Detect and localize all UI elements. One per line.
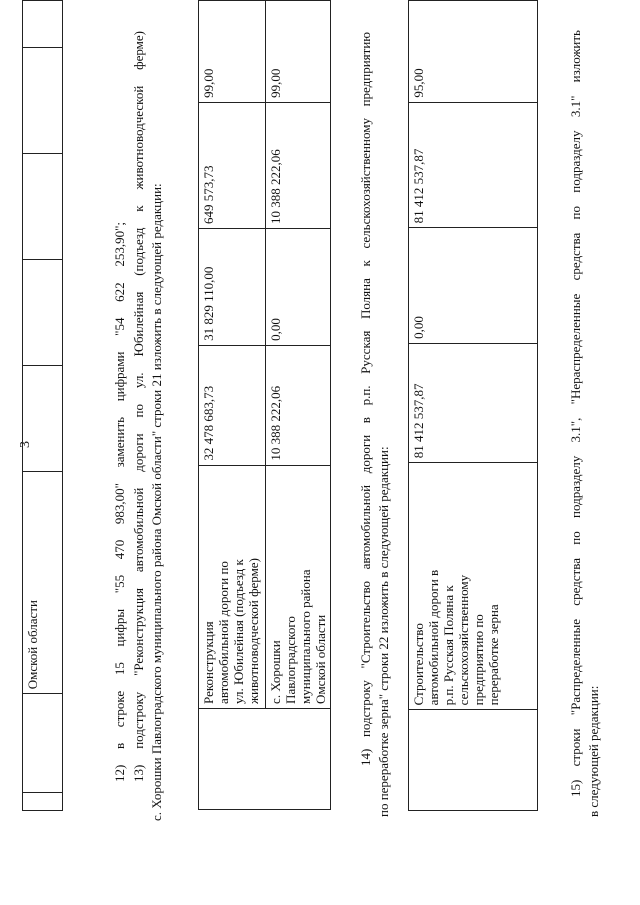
table-row [199,1,331,810]
table-row [409,1,538,811]
table-cell-region: Омской области [23,472,63,694]
table-cell [23,694,63,792]
table-cell [23,47,63,153]
name-line: животноводческой ферме) [246,558,261,704]
name-line: р.п. Русская Поляна к [441,585,456,706]
object-name-text [201,470,261,704]
table-reconstruction-road [198,0,331,810]
name-line: автомобильной дороги в [426,569,441,706]
paragraph-item-14-line2: по переработке зерна" строки 22 изложить в следующей редакции: [376,446,391,817]
table-cell-empty [199,708,331,809]
paragraph-item-15-line1: 15) строки "Распределенные средства по подразделу 3.1", "Нераспределенные средства по подразделу 3.1" изложить [568,30,583,797]
table-cell-percent [199,1,331,103]
table-cell-percent: 95,00 [409,1,538,103]
percent-sub: 99,00 [265,1,283,102]
page-number: 3 [18,441,33,448]
table-cell-amount: 81 412 537,87 [409,343,538,462]
name-line: муниципального района [298,569,313,704]
paragraph-item-13-line2: с. Хорошки Павлоградского муниципального района Омской области" строки 21 изложить в следующей редакции: [149,183,164,821]
table-cell [23,792,63,810]
table-construction-road [408,0,538,811]
table-cell-object-name [199,465,331,708]
amount-sub: 10 388 222,06 [265,103,283,228]
table-cell-amount: 0,00 [409,228,538,343]
table-cell [23,153,63,259]
table-cell-amount: 81 412 537,87 [409,102,538,228]
table-cell-empty [409,710,538,811]
amount-total: 649 573,73 [201,165,216,224]
paragraph-item-14-line1: 14) подстроку "Строительство автомобильной дороги в р.п. Русская Поляна к сельскохозяйственному предприятию [358,32,373,766]
name-line: Павлоградского [283,616,298,704]
amount-sub: 0,00 [265,229,283,345]
object-sub-name-text [265,466,328,708]
name-line: Омской области [313,614,328,704]
name-line: предприятию по [471,614,486,706]
object-name-text [411,467,501,705]
table-cell [23,259,63,365]
amount-total: 32 478 683,73 [201,385,216,461]
table-cell-amount [199,228,331,345]
table-cell-object-name [409,463,538,710]
name-line: автомобильной дороги по [216,561,231,704]
table-cell-amount [199,102,331,228]
amount-sub: 10 388 222,06 [265,346,283,465]
table-row [23,1,63,811]
table-fragment-top [22,0,63,811]
percent-total: 99,00 [201,68,216,98]
paragraph-item-13-line1: 13) подстроку "Реконструкция автомобильной дороги по ул. Юбилейная (подъезд к животноводческой ферме) [131,31,146,782]
table-cell [23,366,63,472]
name-line: с. Хорошки [268,640,283,704]
name-line: Строительство [411,623,426,706]
paragraph-item-15-line2: в следующей редакции: [586,685,601,817]
table-cell [23,1,63,48]
name-line: ул. Юбилейная (подъезд к [231,559,246,704]
name-line: Реконструкция [201,621,216,704]
table-cell-amount [199,345,331,465]
name-line: сельскохозяйственному [456,574,471,706]
amount-total: 31 829 110,00 [201,266,216,341]
paragraph-item-12: 12) в строке 15 цифры "55 470 983,00" заменить цифрами "54 622 253,90"; [112,222,127,782]
name-line: переработке зерна [486,604,501,706]
